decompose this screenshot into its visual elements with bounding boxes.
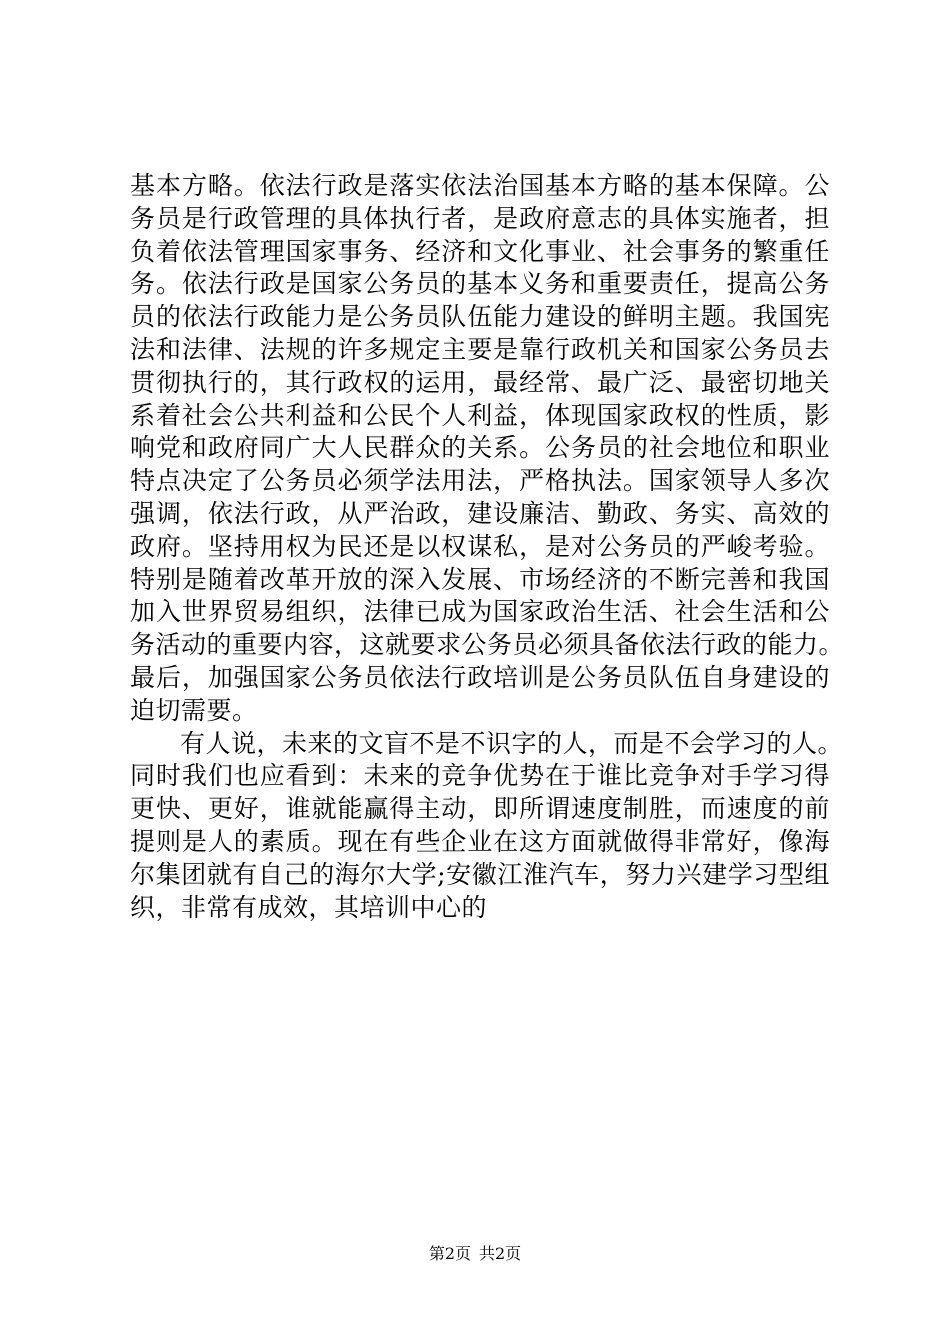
text-line: 织，非常有成效，其培训中心的 (130, 892, 488, 922)
text-line: 更快、更好，谁就能赢得主动，即所谓速度制胜，而速度的前 (130, 794, 830, 824)
paragraph-1 (130, 170, 845, 728)
text-line: 最后，加强国家公务员依法行政培训是公务员队伍自身建设的 (130, 662, 830, 692)
text-line: 迫切需要。 (130, 695, 258, 725)
text-line: 法和法律、法规的许多规定主要是靠行政机关和国家公务员去 (130, 334, 830, 364)
text-line: 加入世界贸易组织，法律已成为国家政治生活、社会生活和公 (130, 597, 830, 627)
text-line: 响党和政府同广大人民群众的关系。公务员的社会地位和职业 (130, 433, 830, 463)
text-line: 同时我们也应看到：未来的竞争优势在于谁比竞争对手学习得 (130, 761, 830, 791)
page-footer (0, 1244, 950, 1264)
text-line: 贯彻执行的，其行政权的运用，最经常、最广泛、最密切地关 (130, 367, 830, 397)
page-number: 第2页 (428, 1244, 471, 1263)
page-total: 共2页 (479, 1244, 522, 1263)
text-line: 尔集团就有自己的海尔大学;安徽江淮汽车，努力兴建学习型组 (130, 859, 830, 889)
text-line: 务活动的重要内容，这就要求公务员必须具备依法行政的能力。 (130, 630, 845, 660)
text-line: 有人说，未来的文盲不是不识字的人，而是不会学习的人。 (180, 728, 844, 758)
text-line: 员的依法行政能力是公务员队伍能力建设的鲜明主题。我国宪 (130, 302, 830, 332)
text-line: 提则是人的素质。现在有些企业在这方面就做得非常好，像海 (130, 826, 830, 856)
text-line: 特别是随着改革开放的深入发展、市场经济的不断完善和我国 (130, 564, 830, 594)
text-line: 务员是行政管理的具体执行者，是政府意志的具体实施者，担 (130, 203, 830, 233)
text-line: 务。依法行政是国家公务员的基本义务和重要责任，提高公务 (130, 269, 830, 299)
paragraph-2 (130, 728, 844, 925)
text-line: 政府。坚持用权为民还是以权谋私，是对公务员的严峻考验。 (130, 531, 830, 561)
text-line: 基本方略。依法行政是落实依法治国基本方略的基本保障。公 (130, 171, 830, 200)
text-line: 强调，依法行政，从严治政，建设廉洁、勤政、务实、高效的 (130, 498, 830, 528)
text-line: 特点决定了公务员必须学法用法，严格执法。国家领导人多次 (130, 466, 830, 496)
text-line: 系着社会公共利益和公民个人利益，体现国家政权的性质，影 (130, 400, 830, 430)
text-line: 负着依法管理国家事务、经济和文化事业、社会事务的繁重任 (130, 236, 830, 266)
document-body (130, 170, 845, 924)
